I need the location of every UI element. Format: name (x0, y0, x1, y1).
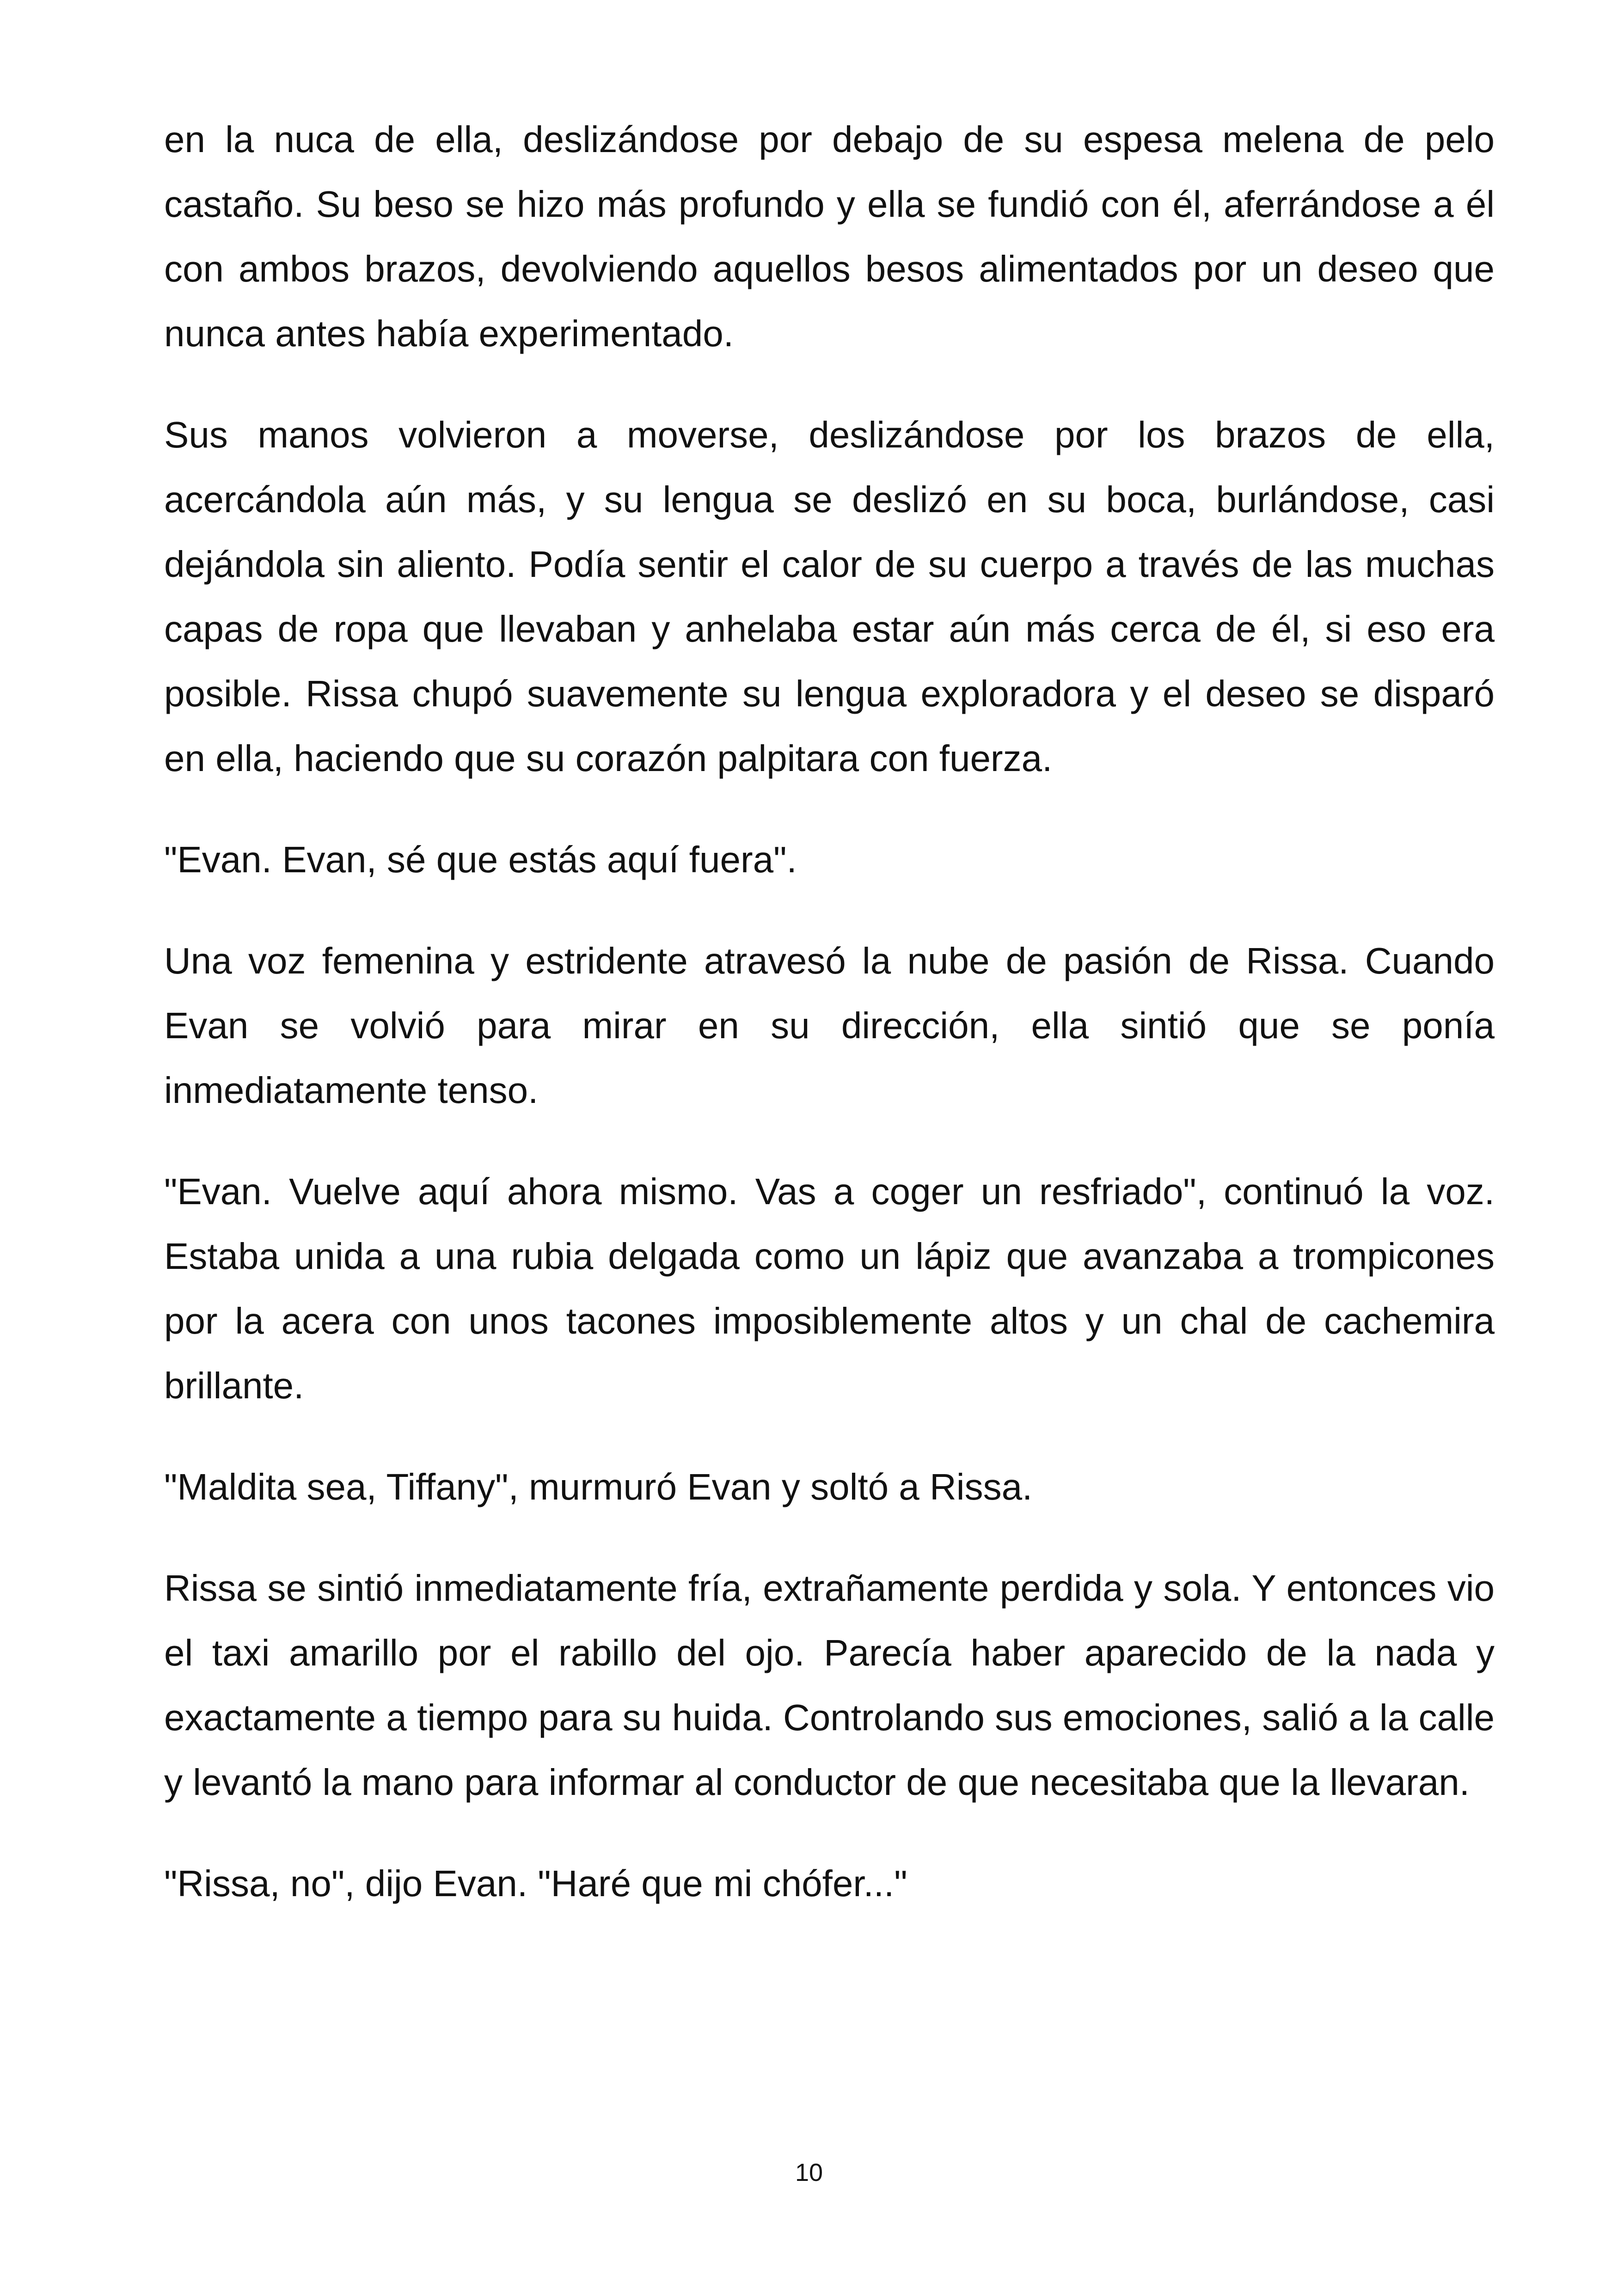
paragraph: "Evan. Evan, sé que estás aquí fuera". (164, 839, 797, 880)
paragraph: Sus manos volvieron a moverse, deslizándose por los brazos de ella, acercándola aún más, y su lengua se deslizó en su boca, burlándose, casi dejándola sin aliento. Podía sentir el calor de su cuerpo a través de las muchas capas de ropa que llevaban y anhelaba estar aún más cerca de él, si eso era posible. Rissa chupó suavemente su lengua exploradora y el deseo se disparó en ella, haciendo que su corazón palpitara con fuerza. (164, 414, 1495, 779)
paragraph: "Evan. Vuelve aquí ahora mismo. Vas a coger un resfriado", continuó la voz. Estaba unida a una rubia delgada como un lápiz que avanzaba a trompicones por la acera con unos tacones imposiblemente altos y un chal de cachemira brillante. (164, 1171, 1495, 1406)
paragraph: en la nuca de ella, deslizándose por debajo de su espesa melena de pelo castaño. Su beso se hizo más profundo y ella se fundió con él, aferrándose a él con ambos brazos, devolviendo aquellos besos alimentados por un deseo que nunca antes había experimentado. (164, 119, 1495, 354)
page-body-text (164, 107, 1495, 1916)
paragraph: Una voz femenina y estridente atravesó la nube de pasión de Rissa. Cuando Evan se volvió para mirar en su dirección, ella sintió que se ponía inmediatamente tenso. (164, 940, 1495, 1111)
paragraph: "Rissa, no", dijo Evan. "Haré que mi chófer..." (164, 1863, 907, 1904)
paragraph: Rissa se sintió inmediatamente fría, extrañamente perdida y sola. Y entonces vio el taxi amarillo por el rabillo del ojo. Parecía haber aparecido de la nada y exactamente a tiempo para su huida. Controlando sus emociones, salió a la calle y levantó la mano para informar al conductor de que necesitaba que la llevaran. (164, 1567, 1495, 1803)
paragraph: "Maldita sea, Tiffany", murmuró Evan y soltó a Rissa. (164, 1466, 1033, 1507)
page-number: 10 (795, 2159, 823, 2186)
